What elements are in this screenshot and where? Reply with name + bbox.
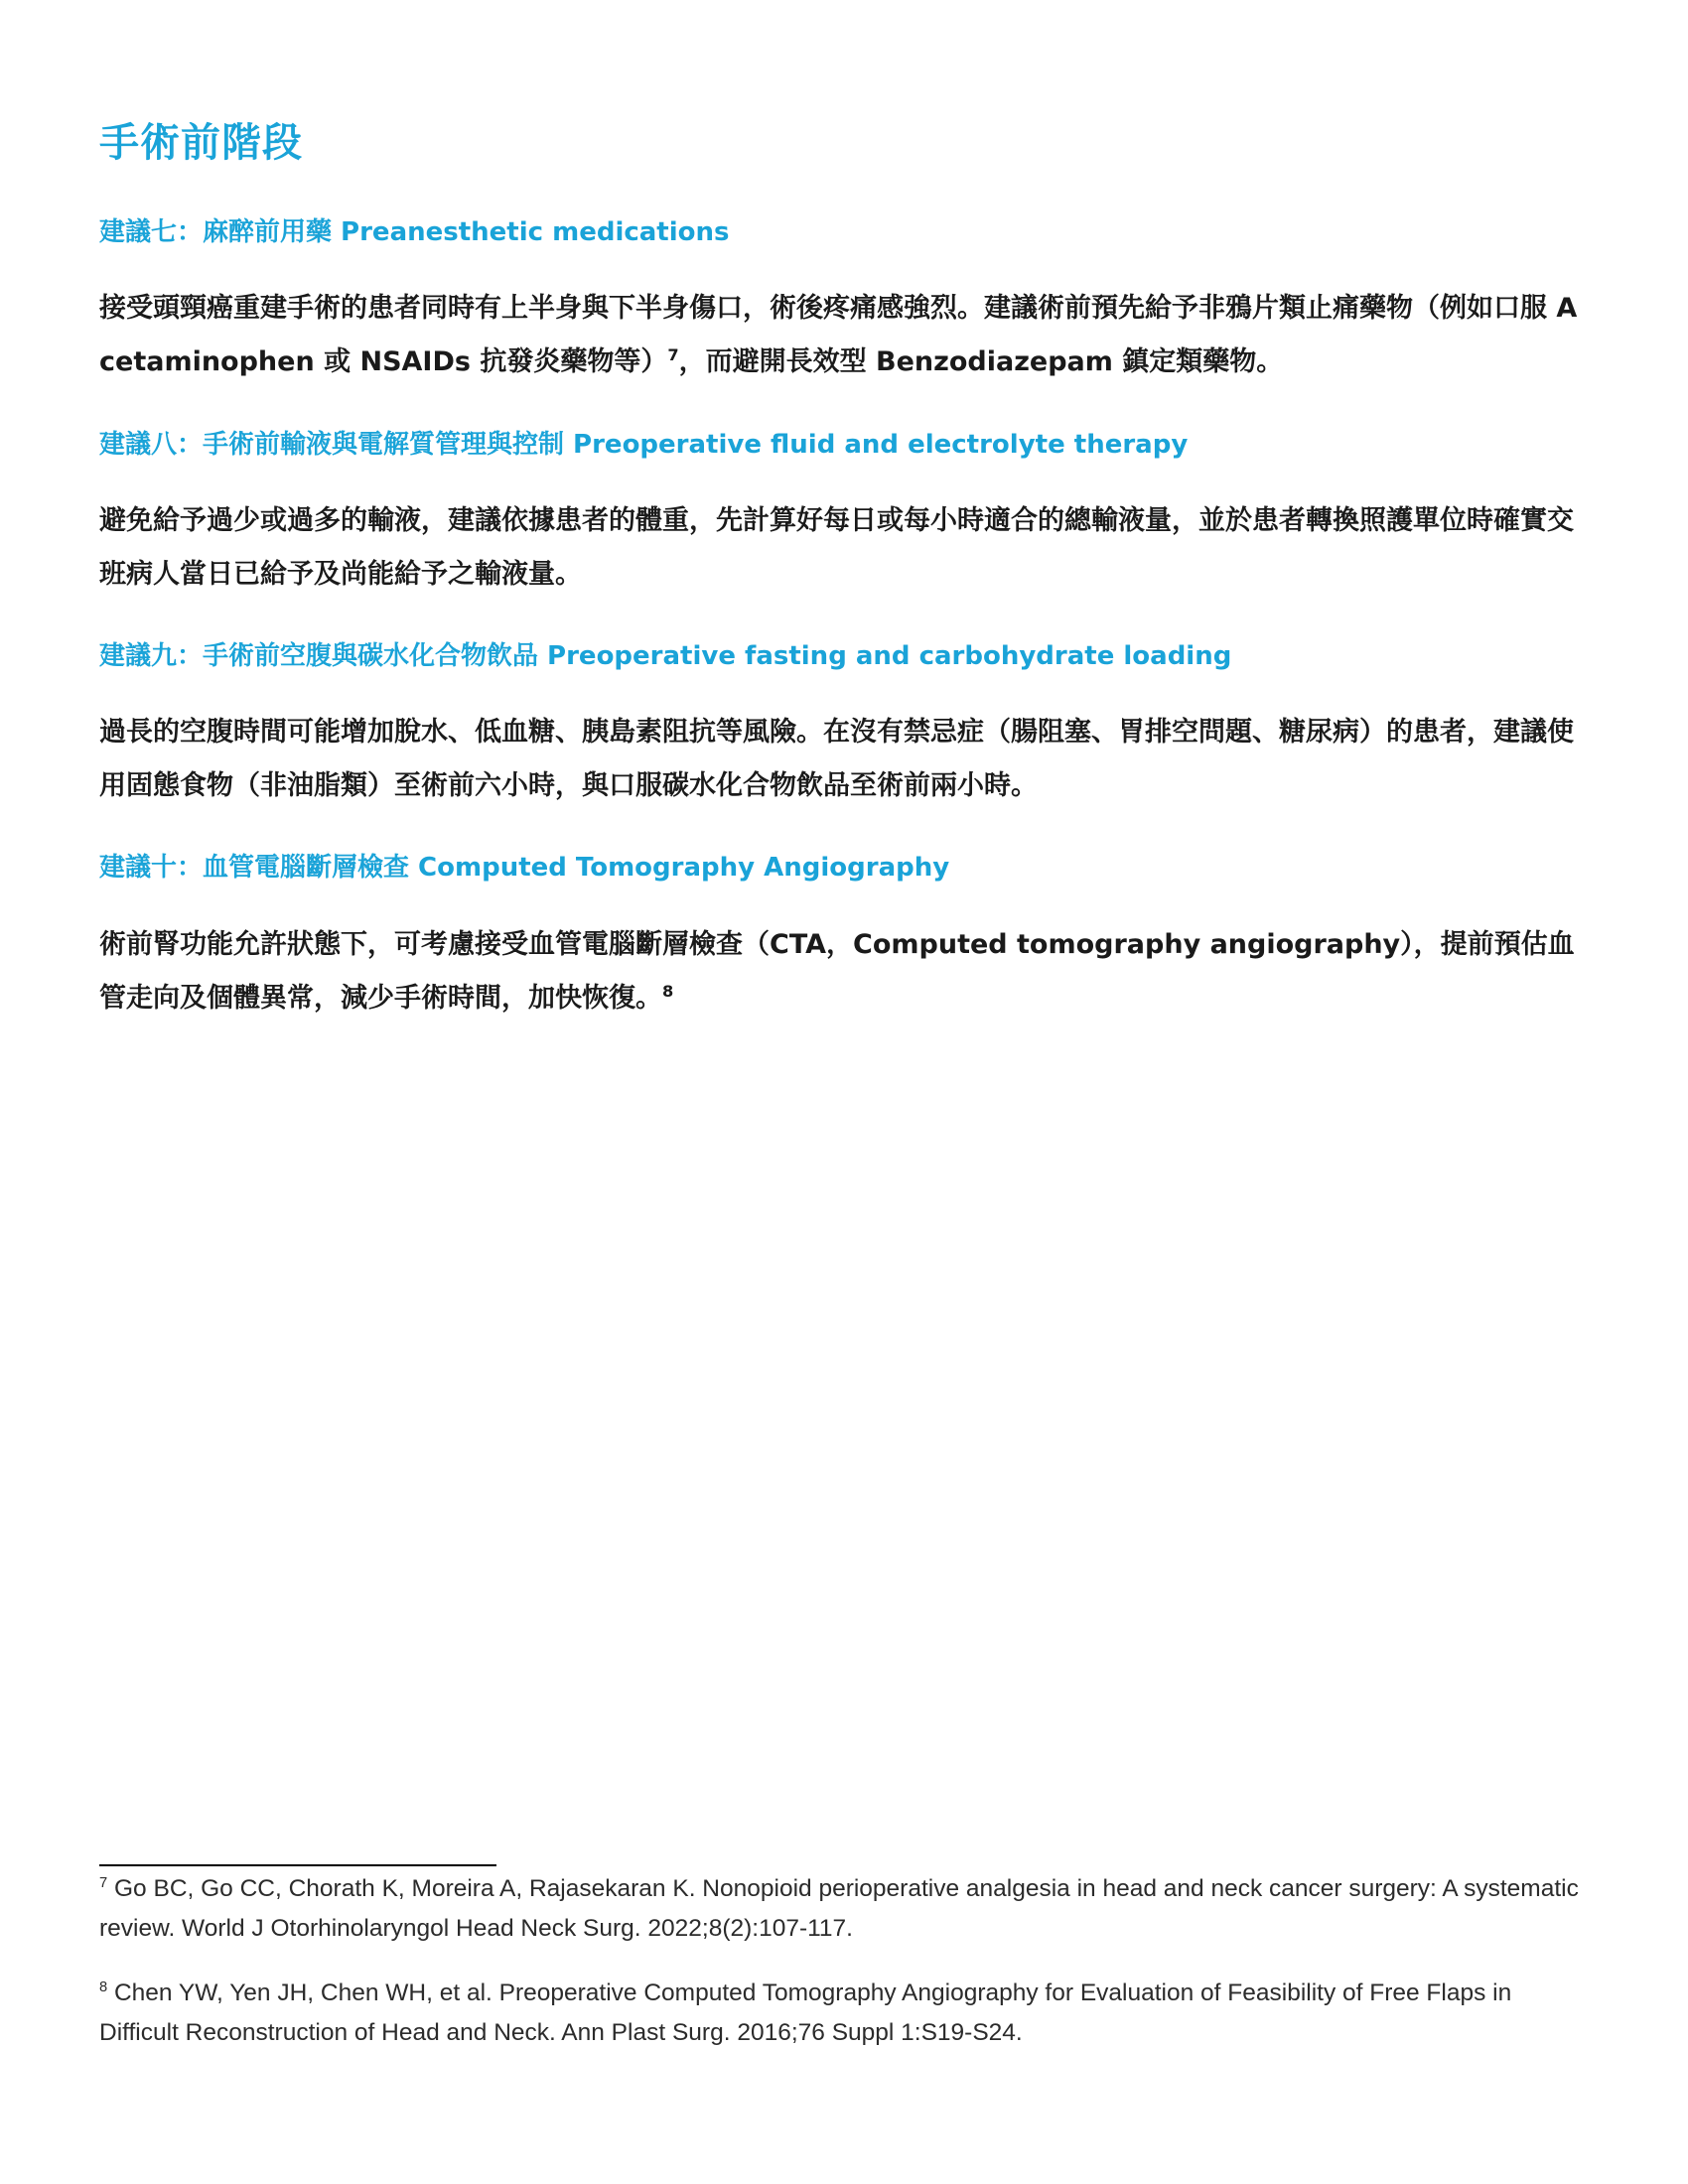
footnote-ref-7[interactable]: 7 [667,345,679,364]
footnote-8 [99,1974,1589,2053]
recommendation-9-heading: 建議九：手術前空腹與碳水化合物飲品 Preoperative fasting and carbohydrate loading [99,641,1232,671]
recommendation-10-body [99,918,1589,1025]
recommendation-10-heading: 建議十：血管電腦斷層檢查 Computed Tomography Angiography [99,853,950,883]
section-title: 手術前階段 [99,120,303,166]
footnote-7 [99,1869,1589,1949]
footnote-7-text: Go BC, Go CC, Chorath K, Moreira A, Rajasekaran K. Nonopioid perioperative analgesia in head and neck cancer surgery: A systematic review. World J Otorhinolaryngol Head Neck Surg. 2022;8(2):107-117. [99,1875,1579,1942]
recommendation-7-text-after: ，而避開長效型 Benzodiazepam 鎮定類藥物。 [678,346,1284,377]
recommendation-7-heading: 建議七：麻醉前用藥 Preanesthetic medications [99,217,730,247]
recommendation-10-text: 術前腎功能允許狀態下，可考慮接受血管電腦斷層檢查（CTA，Computed tomography angiography），提前預估血管走向及個體異常，減少手術時間，加快恢復。 [99,929,1575,1014]
recommendation-7-text: 接受頭頸癌重建手術的患者同時有上半身與下半身傷口，術後疼痛感強烈。建議術前預先給予非鴉片類止痛藥物（例如口服 Acetaminophen 或 NSAIDs 抗發炎藥物等） [99,293,1578,377]
footnote-separator [99,1864,496,1866]
footnote-8-number: 8 [99,1979,108,1995]
footnote-8-text: Chen YW, Yen JH, Chen WH, et al. Preoperative Computed Tomography Angiography for Evaluation of Feasibility of Free Flaps in Difficult Reconstruction of Head and Neck. Ann Plast Surg. 2016;76 Suppl 1:S19-S24. [99,1979,1512,2046]
footnote-7-number: 7 [99,1874,108,1891]
recommendation-7-body [99,282,1589,389]
recommendation-9-body: 過長的空腹時間可能增加脫水、低血糖、胰島素阻抗等風險。在沒有禁忌症（腸阻塞、胃排空問題、糖尿病）的患者，建議使用固態食物（非油脂類）至術前六小時，與口服碳水化合物飲品至術前兩小時。 [99,717,1574,801]
recommendation-8-heading: 建議八：手術前輸液與電解質管理與控制 Preoperative fluid and electrolyte therapy [99,430,1189,460]
footnote-ref-8[interactable]: 8 [662,982,674,1001]
recommendation-8-body: 避免給予過少或過多的輸液，建議依據患者的體重，先計算好每日或每小時適合的總輸液量，並於患者轉換照護單位時確實交班病人當日已給予及尚能給予之輸液量。 [99,505,1574,590]
